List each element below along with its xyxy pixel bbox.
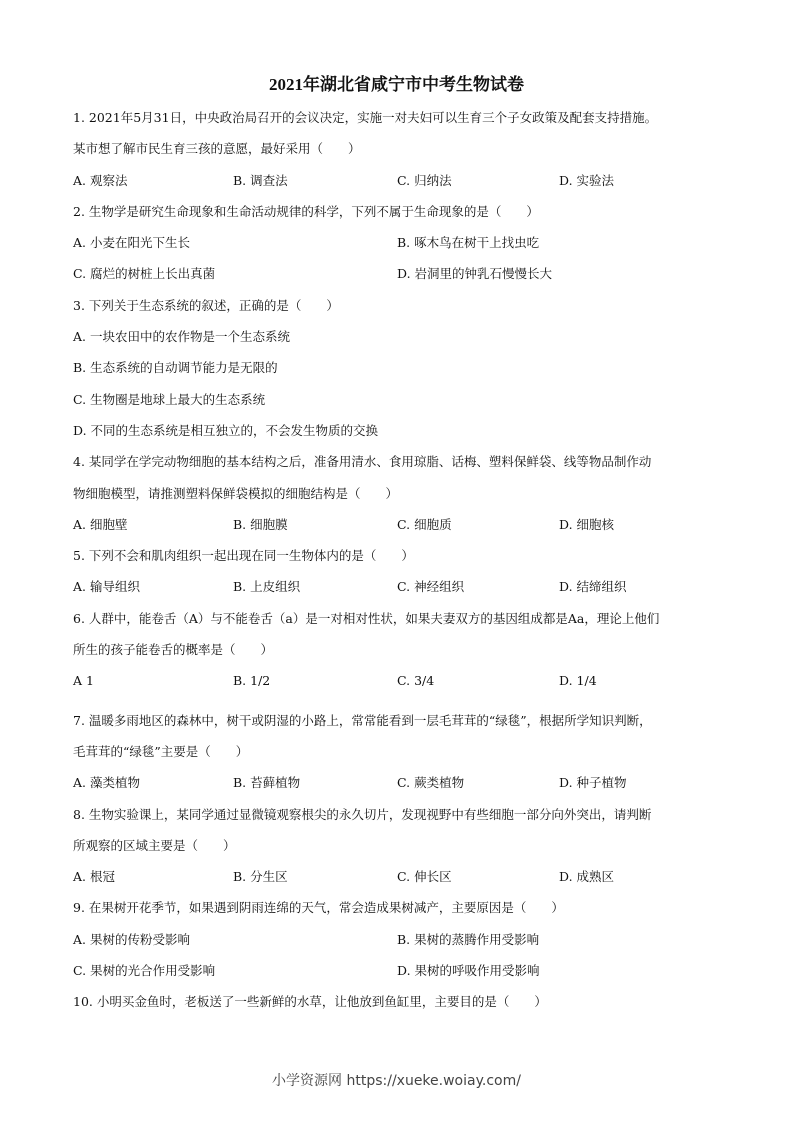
option-c: C. 3/4 [397,673,435,689]
option-c: C. 神经组织 [397,579,465,595]
question-6 [73,603,733,697]
options-row [73,924,733,955]
question-stem: 2. 生物学是研究生命现象和生命活动规律的科学，下列不属于生命现象的是（ ） [73,203,539,219]
option-d: D. 不同的生态系统是相互独立的，不会发生物质的交换 [73,422,379,438]
option-d: D. 细胞核 [559,516,615,532]
option-a: A. 根冠 [73,869,115,885]
option-c: C. 生物圈是地球上最大的生态系统 [73,391,266,407]
option-b: B. 果树的蒸腾作用受影响 [397,931,540,947]
question-3 [73,290,733,446]
options-row [73,227,733,258]
option-b: B. 苔藓植物 [233,775,301,791]
option-c: C. 细胞质 [397,516,452,532]
option-a: A. 细胞壁 [73,516,128,532]
option-a: A 1 [73,673,94,689]
option-b: B. 上皮组织 [233,579,301,595]
question-stem: 所生的孩子能卷舌的概率是（ ） [73,642,274,658]
question-stem: 3. 下列关于生态系统的叙述，正确的是（ ） [73,297,339,313]
question-stem: 10. 小明买金鱼时，老板送了一些新鲜的水草，让他放到鱼缸里，主要目的是（ ） [73,994,547,1010]
question-9 [73,892,733,986]
options-row [73,571,733,602]
question-stem: 6. 人群中，能卷舌（A）与不能卷舌（a）是一对相对性状，如果夫妻双方的基因组成都是Aa，理论上他们 [73,610,660,626]
option-d: D. 1/4 [559,673,597,689]
option-c: C. 归纳法 [397,172,452,188]
option-d: D. 岩洞里的钟乳石慢慢长大 [397,266,553,282]
question-2 [73,196,733,290]
options-row [73,665,733,696]
option-d: D. 成熟区 [559,869,615,885]
option-a: A. 输导组织 [73,579,140,595]
question-stem: 所观察的区域主要是（ ） [73,837,236,853]
option-b: B. 啄木鸟在树干上找虫吃 [397,235,540,251]
question-stem: 某市想了解市民生育三孩的意愿，最好采用（ ） [73,141,361,157]
question-stem: 5. 下列不会和肌肉组织一起出现在同一生物体内的是（ ） [73,548,414,564]
question-stem: 8. 生物实验课上，某同学通过显微镜观察根尖的永久切片，发现视野中有些细胞一部分向外突出，请判断 [73,806,652,822]
options-row [73,861,733,892]
option-c: C. 果树的光合作用受影响 [73,963,216,979]
option-b: B. 生态系统的自动调节能力是无限的 [73,360,278,376]
question-7 [73,705,733,799]
option-d: D. 种子植物 [559,775,627,791]
question-stem: 9. 在果树开花季节，如果遇到阴雨连绵的天气，常会造成果树减产，主要原因是（ ） [73,900,564,916]
footer-watermark: 小学资源网 https://xueke.woiay.com/ [272,1073,521,1089]
page-title: 2021年湖北省咸宁市中考生物试卷 [269,75,524,94]
question-1 [73,102,733,196]
option-d: D. 实验法 [559,172,615,188]
option-d: D. 果树的呼吸作用受影响 [397,963,540,979]
option-c: C. 蕨类植物 [397,775,465,791]
option-a: A. 观察法 [73,172,128,188]
options-row [73,258,733,289]
option-b: B. 1/2 [233,673,271,689]
option-b: B. 分生区 [233,869,288,885]
options-row [73,955,733,986]
option-a: A. 果树的传粉受影响 [73,931,190,947]
option-a: A. 一块农田中的农作物是一个生态系统 [73,329,290,345]
question-stem: 4. 某同学在学完动物细胞的基本结构之后，准备用清水、食用琼脂、话梅、塑料保鲜袋、线等物品制作动 [73,454,652,470]
option-a: A. 藻类植物 [73,775,140,791]
options-row [73,165,733,196]
options-row [73,767,733,798]
question-stem: 7. 温暖多雨地区的森林中，树干或阴湿的小路上，常常能看到一层毛茸茸的“绿毯”，根据所学知识判断， [73,712,652,728]
option-c: C. 腐烂的树桩上长出真菌 [73,266,216,282]
option-d: D. 结缔组织 [559,579,627,595]
option-b: B. 细胞膜 [233,516,288,532]
question-stem: 毛茸茸的“绿毯”主要是（ ） [73,743,249,759]
question-4 [73,446,733,540]
question-stem: 1. 2021年5月31日，中央政治局召开的会议决定，实施一对夫妇可以生育三个子女政策及配套支持措施。 [73,110,658,125]
option-c: C. 伸长区 [397,869,452,885]
option-b: B. 调查法 [233,172,288,188]
question-list [73,102,733,1018]
question-10 [73,986,733,1017]
question-5 [73,540,733,603]
question-8 [73,799,733,893]
options-row [73,509,733,540]
option-a: A. 小麦在阳光下生长 [73,235,190,251]
question-stem: 物细胞模型，请推测塑料保鲜袋模拟的细胞结构是（ ） [73,485,399,501]
